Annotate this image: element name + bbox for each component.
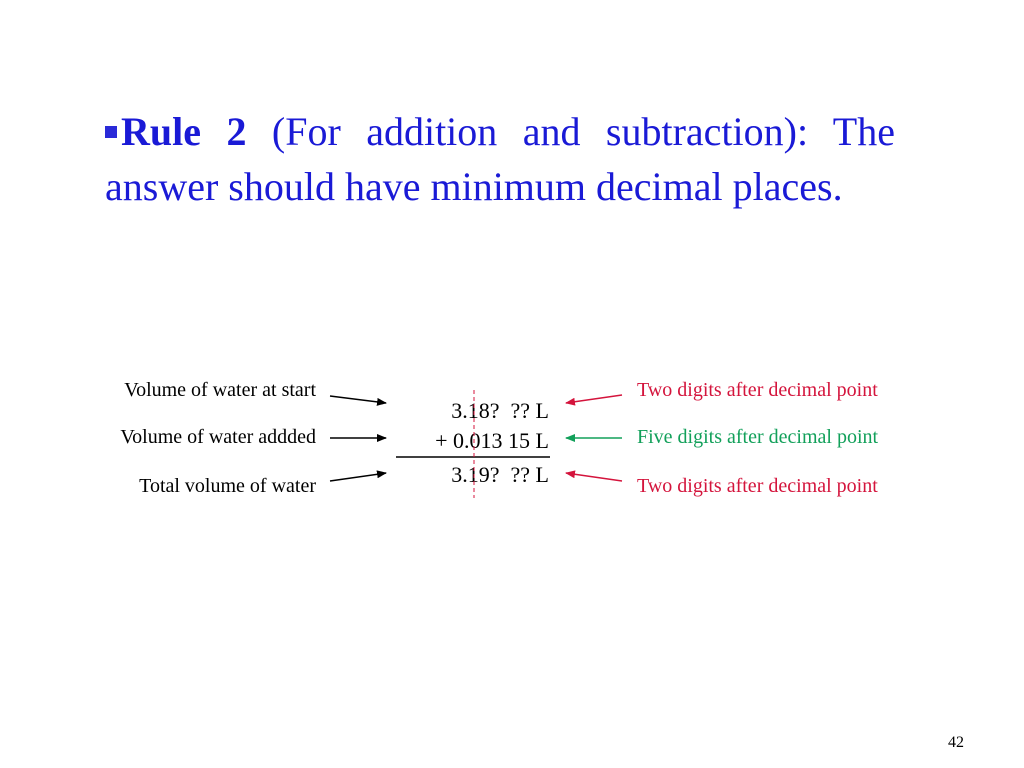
value-volume-added: + 0.013 15 L xyxy=(435,428,549,453)
note-total: Two digits after decimal point xyxy=(637,475,878,497)
label-volume-total: Total volume of water xyxy=(139,475,316,497)
arrow-note-start xyxy=(566,395,622,403)
label-volume-start: Volume of water at start xyxy=(124,379,316,401)
rule-title: Rule 2 xyxy=(121,109,247,154)
note-start: Two digits after decimal point xyxy=(637,379,878,401)
arrow-total-to-value xyxy=(330,473,386,481)
note-added: Five digits after decimal point xyxy=(637,426,879,448)
arrow-note-total xyxy=(566,473,622,481)
value-volume-total: 3.19? ?? L xyxy=(451,462,549,487)
rule-description: (For addition and subtraction): The answer should have minimum decimal places. xyxy=(105,109,895,209)
page-number: 42 xyxy=(948,734,964,751)
label-volume-added: Volume of water addded xyxy=(120,426,316,448)
value-volume-start: 3.18? ?? L xyxy=(451,398,549,423)
arrow-start-to-value xyxy=(330,396,386,403)
